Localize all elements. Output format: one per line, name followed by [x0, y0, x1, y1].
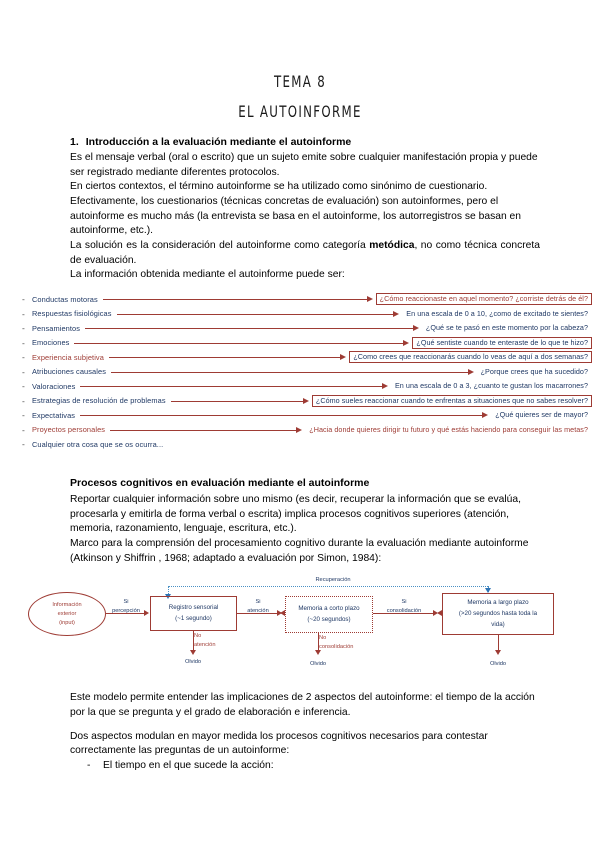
question-text: En una escala de 0 a 3, ¿cuanto te gustan los macarrones?: [394, 381, 588, 391]
category-label: Expectativas: [32, 410, 76, 420]
label-si-percepcion: [100, 598, 152, 615]
label-si: Si: [123, 599, 129, 606]
connector-line: [109, 357, 340, 358]
arrow-right-icon: [303, 397, 311, 405]
label-consolidacion: consolidación: [386, 607, 422, 614]
section-2-paragraph-1: Reportar cualquier información sobre uno mismo (es decir, recuperar la información que se evalúa, procesarla y emitirla de forma verbal o escrita) implica procesos cognitivos superiores (atención, memoria, razonamiento, lenguaje, escritura, etc.).: [70, 493, 521, 535]
category-label: Emociones: [32, 338, 70, 348]
connector-line: [74, 343, 403, 344]
list-bullet: -: [87, 759, 91, 771]
box-line-2: (~1 segundo): [175, 614, 212, 622]
question-text: ¿Cómo sueles reaccionar cuando te enfrentas a situaciones que no sabes resolver?: [312, 395, 592, 407]
connector-line: [171, 401, 303, 402]
section-1-paragraph-1: Es el mensaje verbal (oral o escrito) que un sujeto emite sobre cualquier manifestación propia y puede ser registrado mediante diferentes protocolos.: [70, 151, 538, 178]
label-olvido-corto: Olvido: [309, 661, 327, 668]
category-row-last: [22, 438, 592, 451]
section-1-number: 1.: [70, 136, 79, 148]
category-label: Proyectos personales: [32, 425, 106, 435]
category-label: Cualquier otra cosa que se os ocurra...: [32, 439, 164, 449]
figure-categories-questions: [0, 293, 600, 450]
question-text: ¿Hacia donde quieres dirigir tu futuro y qué estás haciendo para conseguir las metas?: [309, 424, 588, 434]
label-no-consolidacion: [319, 634, 381, 651]
label-si: Si: [401, 599, 407, 606]
section-3-paragraph-1: Este modelo permite entender las implicaciones de 2 aspectos del autoinforme: el tiempo de la acción por la que se pregunta y el grado de elaboración e inferencia.: [70, 692, 535, 718]
list-bullet: -: [22, 439, 25, 450]
node-informacion-exterior: [28, 592, 106, 636]
figure-memory-model: [18, 574, 578, 682]
arrow-down-icon: [495, 650, 501, 655]
category-row: [22, 336, 592, 349]
question-text: ¿Qué se te pasó en este momento por la cabeza?: [425, 323, 588, 333]
category-row: [22, 351, 592, 364]
arrow-right-icon: [340, 353, 348, 361]
section-conclusiones: [0, 691, 600, 773]
section-procesos-cognitivos: [0, 476, 600, 566]
section-3-bullet-1: [70, 759, 540, 774]
question-text: ¿Qué sentiste cuando te enteraste de lo que te hizo?: [412, 337, 592, 349]
label-si-atencion: [233, 598, 283, 615]
arrow-right-icon: [482, 411, 490, 419]
box-line-1: Registro sensorial: [168, 603, 219, 611]
connector-line: [80, 386, 382, 387]
category-row: [22, 423, 592, 436]
label-si: Si: [255, 599, 261, 606]
question-text: ¿Como crees que reaccionarás cuando lo veas de aquí a dos semanas?: [349, 351, 592, 363]
label-consolidacion: consolidación: [319, 643, 354, 650]
label-recuperacion: Recuperación: [315, 577, 351, 584]
p3-before: La solución es la consideración del autoinforme como categoría: [70, 239, 370, 251]
section-1-heading-text: Introducción a la evaluación mediante el autoinforme: [85, 136, 352, 148]
section-2-heading: Procesos cognitivos en evaluación mediante el autoinforme: [70, 476, 370, 489]
category-label: Respuestas fisiológicas: [32, 309, 112, 319]
arrow-right-icon: [382, 382, 390, 390]
p3-after: , no como técnica concreta de evaluación.: [70, 239, 540, 266]
list-bullet: -: [22, 294, 25, 305]
list-bullet: -: [22, 337, 25, 348]
label-no-atencion: [194, 632, 246, 649]
list-bullet: -: [22, 323, 25, 334]
p3-bold-term: metódica: [369, 239, 415, 251]
list-bullet: -: [22, 410, 25, 421]
label-no: No: [194, 633, 202, 640]
section-1-paragraph-2: En ciertos contextos, el término autoinforme se ha utilizado como sinónimo de cuestionario. Efectivamente, los cuestionarios (técnicas concretas de evaluación) son autoinformes, pero el autoinforme es mucho más (la entrevista se basa en el autoinforme, los autorregistros se basan en autoinforme, etc.).: [70, 181, 522, 237]
category-label: Estrategias de resolución de problemas: [32, 396, 166, 406]
label-si-consolidacion: [370, 598, 438, 615]
question-text: ¿Porque crees que ha sucedido?: [480, 366, 588, 376]
section-1-paragraph-3: [70, 239, 540, 268]
section-introduccion: [0, 135, 600, 283]
page-title: TEMA 8: [273, 72, 327, 91]
node-memoria-corto-plazo: [285, 596, 373, 633]
category-label: Pensamientos: [32, 323, 81, 333]
node-memoria-largo-plazo: [442, 593, 554, 635]
arrow-right-icon: [393, 310, 401, 318]
category-label: Experiencia subjetiva: [32, 352, 104, 362]
arrow-down-icon: [190, 650, 196, 655]
section-1-heading: [70, 135, 540, 150]
connector-line: [85, 328, 413, 329]
box-line-1: Memoria a corto plazo: [298, 604, 360, 612]
node-registro-sensorial: [150, 596, 237, 631]
arrow-right-icon: [403, 339, 411, 347]
category-row: [22, 380, 592, 393]
document-title-block: [0, 0, 600, 121]
connector-line: [111, 372, 468, 373]
spacer: [70, 721, 540, 730]
recuperacion-path-horizontal: [168, 586, 488, 587]
label-no: No: [319, 635, 327, 642]
box-line-2: (>20 segundos hasta toda la: [458, 609, 538, 617]
arrow-left-icon: [280, 610, 285, 616]
section-1-paragraph-4: La información obtenida mediante el autoinforme puede ser:: [70, 269, 345, 281]
question-text: ¿Qué quieres ser de mayor?: [495, 410, 588, 420]
category-label: Valoraciones: [32, 381, 76, 391]
spacer: [0, 682, 600, 691]
label-atencion: atención: [247, 607, 269, 614]
connector-line: [110, 430, 296, 431]
list-bullet: -: [22, 366, 25, 377]
arrow-right-icon: [296, 426, 304, 434]
label-olvido-largo: Olvido: [489, 661, 507, 668]
category-row: [22, 394, 592, 407]
category-row: [22, 409, 592, 422]
spacer: [0, 121, 600, 135]
oval-line-2: exterior: [57, 610, 77, 617]
question-text: En una escala de 0 a 10, ¿como de excitado te sientes?: [406, 308, 588, 318]
oval-line-3: (input): [59, 619, 75, 626]
page-subtitle: EL AUTOINFORME: [238, 102, 362, 121]
connector-line: [103, 299, 367, 300]
label-olvido-sensorial: Olvido: [184, 659, 202, 666]
oval-line-1: Información: [52, 602, 82, 609]
box-line-3: vida): [491, 620, 505, 628]
category-label: Atribuciones causales: [32, 367, 106, 377]
question-text: ¿Cómo reaccionaste en aquel momento? ¿corriste detrás de él?: [376, 293, 592, 305]
category-row: [22, 293, 592, 306]
category-row: [22, 307, 592, 320]
list-bullet: -: [22, 395, 25, 406]
connector-line: [117, 314, 394, 315]
arrow-right-icon: [413, 324, 421, 332]
label-atencion: atención: [194, 641, 216, 648]
connector-line: [80, 415, 482, 416]
section-3-paragraph-2: Dos aspectos modulan en mayor medida los procesos cognitivos necesarios para contestar correctamente las preguntas de un autoinforme:: [70, 730, 488, 757]
spacer: [0, 462, 600, 476]
box-line-1: Memoria a largo plazo: [467, 598, 529, 606]
category-row: [22, 322, 592, 335]
arrow-right-icon: [468, 368, 476, 376]
box-line-2: (~20 segundos): [307, 615, 351, 623]
arrow-left-icon: [437, 610, 442, 616]
bullet-text: El tiempo en el que sucede la acción:: [103, 759, 274, 771]
arrow-right-icon: [367, 295, 375, 303]
category-row: [22, 365, 592, 378]
list-bullet: -: [22, 424, 25, 435]
section-2-paragraph-2: Marco para la comprensión del procesamiento cognitivo durante la evaluación mediante autoinforme (Atkinson y Shiffrin , 1968; adaptado a evaluación por Simon, 1984):: [70, 537, 529, 564]
list-bullet: -: [22, 308, 25, 319]
category-label: Conductas motoras: [32, 294, 98, 304]
list-bullet: -: [22, 352, 25, 363]
label-percepcion: percepción: [112, 607, 140, 614]
list-bullet: -: [22, 381, 25, 392]
